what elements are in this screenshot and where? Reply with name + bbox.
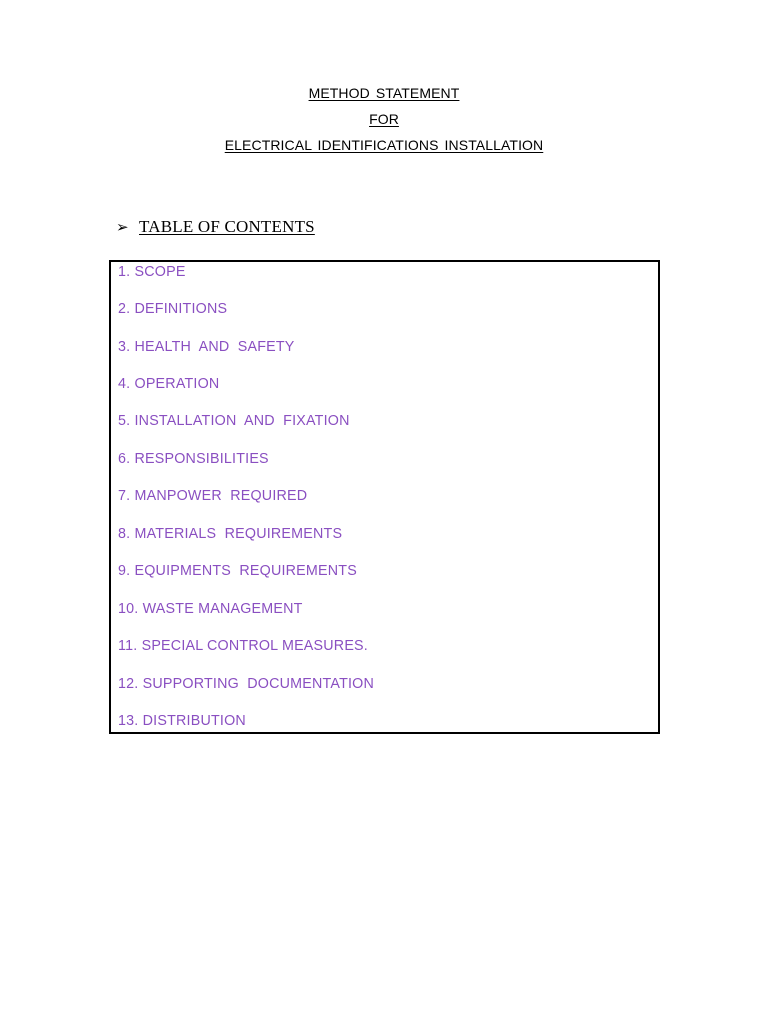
- toc-item-waste-management[interactable]: 10. WASTE MANAGEMENT: [118, 601, 303, 617]
- toc-box: [109, 260, 660, 734]
- toc-item-installation-and-fixation[interactable]: 5. INSTALLATION AND FIXATION: [118, 413, 350, 429]
- toc-item-manpower-required[interactable]: 7. MANPOWER REQUIRED: [118, 488, 308, 504]
- toc-item-operation[interactable]: 4. OPERATION: [118, 376, 220, 392]
- title-text-1: METHOD STATEMENT: [308, 85, 460, 101]
- toc-item-special-control-measures[interactable]: 11. SPECIAL CONTROL MEASURES.: [118, 638, 368, 654]
- arrow-bullet-icon: ➢: [116, 217, 129, 236]
- toc-item-responsibilities[interactable]: 6. RESPONSIBILITIES: [118, 451, 269, 467]
- toc-item-materials-requirements[interactable]: 8. MATERIALS REQUIREMENTS: [118, 526, 343, 542]
- toc-heading: [116, 216, 315, 238]
- toc-item-distribution[interactable]: 13. DISTRIBUTION: [118, 713, 246, 729]
- toc-heading-text: TABLE OF CONTENTS: [139, 217, 315, 236]
- toc-item-supporting-documentation[interactable]: 12. SUPPORTING DOCUMENTATION: [118, 676, 375, 692]
- toc-item-equipments-requirements[interactable]: 9. EQUIPMENTS REQUIREMENTS: [118, 563, 357, 579]
- title-line-method-statement: [0, 86, 768, 100]
- title-text-3: ELECTRICAL IDENTIFICATIONS INSTALLATION: [224, 137, 544, 153]
- title-text-2: FOR: [369, 111, 399, 127]
- title-line-subject: [0, 138, 768, 152]
- toc-item-scope[interactable]: 1. SCOPE: [118, 264, 186, 280]
- toc-item-definitions[interactable]: 2. DEFINITIONS: [118, 301, 228, 317]
- title-line-for: [0, 112, 768, 126]
- toc-item-health-and-safety[interactable]: 3. HEALTH AND SAFETY: [118, 339, 295, 355]
- document-title-block: [0, 86, 768, 164]
